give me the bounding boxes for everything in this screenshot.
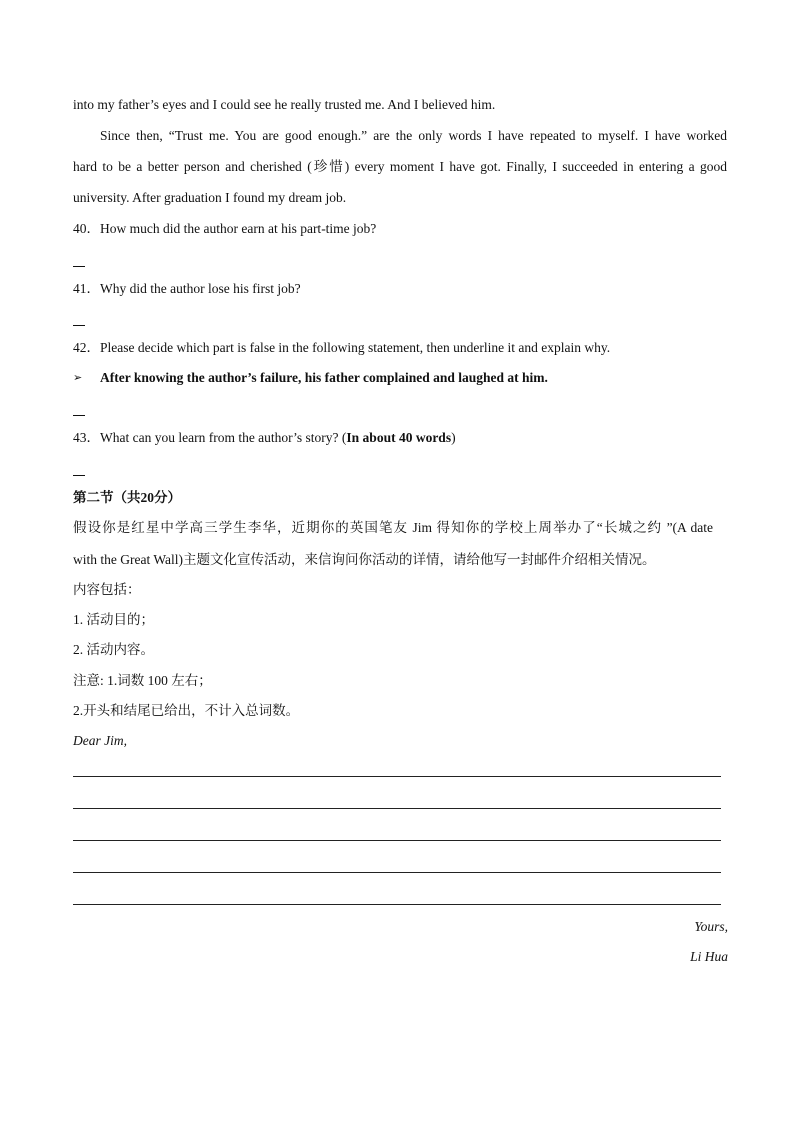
section-2-heading: 第二节（共20分）	[73, 490, 181, 505]
answer-dash-42	[73, 415, 85, 416]
content-item-1: 1. 活动目的；	[73, 612, 154, 627]
letter-signature: Li Hua	[690, 949, 728, 964]
note-1: 注意: 1.词数 100 左右；	[73, 673, 212, 688]
writing-line[interactable]	[73, 776, 721, 777]
letter-greeting: Dear Jim,	[73, 733, 127, 748]
question-40: 40．How much did the author earn at his part-time job?	[73, 221, 377, 236]
letter-closing: Yours,	[694, 919, 728, 934]
content-label: 内容包括：	[73, 582, 141, 597]
question-43-suffix: )	[451, 430, 456, 445]
answer-dash-40	[73, 266, 85, 267]
answer-dash-41	[73, 325, 85, 326]
passage-line-1: into my father’s eyes and I could see he really trusted me. And I believed him.	[73, 97, 496, 112]
writing-line[interactable]	[73, 872, 721, 873]
question-43	[73, 429, 456, 447]
question-43-word-limit: In about 40 words	[346, 430, 452, 445]
arrow-bullet-icon: ➢	[73, 372, 83, 384]
note-2: 2.开头和结尾已给出，不计入总词数。	[73, 703, 300, 718]
question-43-prefix: 43．What can you learn from the author’s story? (	[73, 430, 347, 445]
question-42-statement: After knowing the author’s failure, his father complained and laughed at him.	[100, 370, 548, 385]
content-item-2: 2. 活动内容。	[73, 642, 154, 657]
passage-para2-line-2: hard to be a better person and cherished (珍惜) every moment I have got. Finally, I succeeded in entering a good	[73, 159, 727, 174]
answer-dash-43	[73, 475, 85, 476]
question-42: 42．Please decide which part is false in the following statement, then underline it and explain why.	[73, 340, 611, 355]
writing-prompt-line-1: 假设你是红星中学高三学生李华，近期你的英国笔友 Jim 得知你的学校上周举办了“长城之约 ”(A date	[73, 520, 713, 535]
writing-line[interactable]	[73, 808, 721, 809]
writing-line[interactable]	[73, 840, 721, 841]
writing-prompt-line-2: with the Great Wall)主题文化宣传活动，来信询问你活动的详情，请给他写一封邮件介绍相关情况。	[73, 552, 656, 567]
passage-para2-line-1: Since then, “Trust me. You are good enough.” are the only words I have repeated to myself. I have worked	[100, 128, 727, 143]
question-41: 41．Why did the author lose his first job?	[73, 281, 301, 296]
passage-para2-line-3: university. After graduation I found my dream job.	[73, 190, 347, 205]
writing-line[interactable]	[73, 904, 721, 905]
